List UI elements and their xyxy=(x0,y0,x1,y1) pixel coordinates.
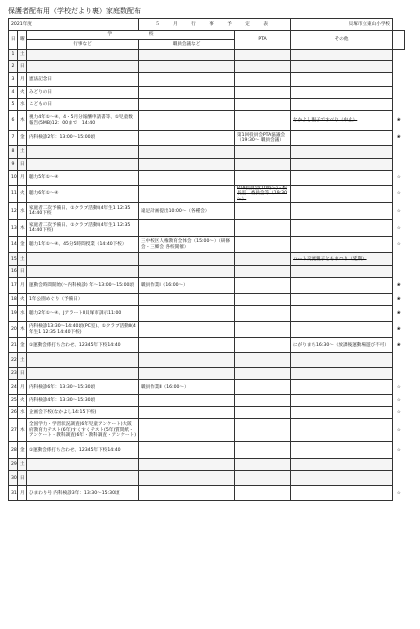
cell-staff xyxy=(139,395,235,407)
cell-day: 7 xyxy=(9,131,18,146)
schedule-row xyxy=(9,353,405,368)
cell-pta xyxy=(235,203,291,220)
cell-pta xyxy=(235,253,291,266)
cell-day: 27 xyxy=(9,419,18,442)
cell-wd: 月 xyxy=(18,486,27,501)
flower-mark-icon: ❀ xyxy=(396,297,401,303)
cell-staff xyxy=(139,186,235,203)
schedule-row xyxy=(9,419,405,442)
cell-other xyxy=(291,353,393,368)
cell-events xyxy=(27,266,139,278)
cell-staff xyxy=(139,368,235,380)
cell-day: 22 xyxy=(9,353,18,368)
cell-staff xyxy=(139,471,235,486)
schedule-row xyxy=(9,486,405,501)
cell-events: 1年公園めぐり（予備日） xyxy=(27,294,139,306)
cell-wd: 月 xyxy=(18,171,27,186)
cell-pta xyxy=(235,353,291,368)
cell-staff xyxy=(139,294,235,306)
col-day-header: 日 xyxy=(9,31,18,50)
star-mark-icon xyxy=(393,368,405,380)
school-name: 貝塚市立東山小学校 xyxy=(291,19,393,31)
cell-other xyxy=(291,486,393,501)
cell-staff xyxy=(139,322,235,338)
cell-staff xyxy=(139,50,235,61)
cell-staff xyxy=(139,306,235,322)
schedule-row xyxy=(9,87,405,99)
star-mark-icon xyxy=(393,159,405,171)
cell-wd: 水 xyxy=(18,306,27,322)
cell-wd: 日 xyxy=(18,368,27,380)
schedule-row xyxy=(9,159,405,171)
star-mark-icon xyxy=(393,253,405,266)
cell-day: 13 xyxy=(9,220,18,237)
cell-day: 23 xyxy=(9,368,18,380)
cell-staff xyxy=(139,87,235,99)
schedule-row xyxy=(9,306,405,322)
cell-staff xyxy=(139,61,235,73)
cell-day: 5 xyxy=(9,99,18,111)
cell-events xyxy=(27,471,139,486)
cell-other: にがりまち16:30～（放課後運動場遊び不可） xyxy=(291,338,393,353)
title-row xyxy=(9,19,405,31)
cell-events: 運動会時間開始(～内科検診) 年～13:00～15:00頃 xyxy=(27,278,139,294)
cell-other xyxy=(291,146,393,159)
cell-pta xyxy=(235,73,291,87)
cell-wd: 金 xyxy=(18,442,27,459)
cell-pta xyxy=(235,111,291,131)
col-school-header: 学 校 xyxy=(27,31,235,40)
star-mark-icon xyxy=(393,99,405,111)
cell-other xyxy=(291,220,393,237)
cell-wd: 火 xyxy=(18,395,27,407)
cell-pta xyxy=(235,442,291,459)
cell-staff xyxy=(139,353,235,368)
star-mark-icon: ☆ xyxy=(396,384,401,390)
cell-other xyxy=(291,407,393,419)
cell-other xyxy=(291,159,393,171)
cell-other xyxy=(291,99,393,111)
cell-other xyxy=(291,87,393,99)
star-mark-icon xyxy=(393,61,405,73)
cell-day: 30 xyxy=(9,471,18,486)
cell-events xyxy=(27,61,139,73)
cell-other xyxy=(291,368,393,380)
cell-day: 29 xyxy=(9,459,18,471)
cell-day: 26 xyxy=(9,407,18,419)
cell-other xyxy=(291,322,393,338)
schedule-row xyxy=(9,380,405,395)
flower-mark-icon: ❀ xyxy=(396,311,401,317)
cell-wd: 月 xyxy=(18,380,27,395)
flower-mark-icon: ❀ xyxy=(396,283,401,289)
star-mark-icon xyxy=(393,471,405,486)
cell-events xyxy=(27,50,139,61)
cell-day: 15 xyxy=(9,253,18,266)
star-mark-icon: ☆ xyxy=(396,410,401,416)
star-mark-icon: ☆ xyxy=(396,208,401,214)
cell-day: 31 xyxy=(9,486,18,501)
cell-events: 憲法記念日 xyxy=(27,73,139,87)
cell-other xyxy=(291,380,393,395)
cell-pta xyxy=(235,471,291,486)
cell-day: 9 xyxy=(9,159,18,171)
cell-events: ひまわり号 内科検診3年：13:30～15:30頃 xyxy=(27,486,139,501)
cell-pta xyxy=(235,171,291,186)
schedule-row xyxy=(9,338,405,353)
cell-wd: 火 xyxy=(18,294,27,306)
cell-events: 内科検診6年：13:30～15:30頃 xyxy=(27,380,139,395)
cell-other xyxy=(291,237,393,253)
star-mark-icon: ☆ xyxy=(396,427,401,433)
school-year: 2021年度 xyxy=(9,19,139,31)
cell-day: 21 xyxy=(9,338,18,353)
cell-staff xyxy=(139,459,235,471)
col-staff-header: 職員会議など xyxy=(139,40,235,50)
cell-pta xyxy=(235,278,291,294)
cell-staff xyxy=(139,419,235,442)
cell-staff xyxy=(139,442,235,459)
cell-staff: 遠足計画提出10:00～（各種会） xyxy=(139,203,235,220)
cell-staff: 職員作業Ⅰ（16:00～） xyxy=(139,278,235,294)
cell-wd: 金 xyxy=(18,237,27,253)
cell-events: ①運動会係打ち合わせ、12345年下校14:40 xyxy=(27,338,139,353)
schedule-row xyxy=(9,203,405,220)
cell-day: 2 xyxy=(9,61,18,73)
cell-staff xyxy=(139,171,235,186)
col-events-header: 行事など xyxy=(27,40,139,50)
cell-events xyxy=(27,146,139,159)
cell-pta xyxy=(235,380,291,395)
cell-day: 16 xyxy=(9,266,18,278)
cell-day: 6 xyxy=(9,111,18,131)
schedule-row xyxy=(9,368,405,380)
cell-wd: 土 xyxy=(18,146,27,159)
schedule-row xyxy=(9,294,405,306)
cell-pta xyxy=(235,322,291,338)
star-mark-icon: ☆ xyxy=(396,191,401,197)
star-mark-icon: ☆ xyxy=(396,225,401,231)
cell-pta xyxy=(235,294,291,306)
cell-day: 8 xyxy=(9,146,18,159)
schedule-row xyxy=(9,322,405,338)
cell-day: 17 xyxy=(9,278,18,294)
cell-staff xyxy=(139,159,235,171)
schedule-row xyxy=(9,471,405,486)
flower-mark-icon: ❀ xyxy=(396,117,401,123)
cell-events xyxy=(27,353,139,368)
distribution-caption: 保護者配布用（学校だより裏）家庭数配布 xyxy=(8,7,141,15)
cell-other xyxy=(291,459,393,471)
cell-staff xyxy=(139,73,235,87)
cell-pta xyxy=(235,87,291,99)
star-mark-icon: ☆ xyxy=(396,175,401,181)
cell-wd: 日 xyxy=(18,471,27,486)
cell-day: 20 xyxy=(9,322,18,338)
cell-wd: 金 xyxy=(18,131,27,146)
flower-mark-icon: ❀ xyxy=(396,342,401,348)
cell-day: 12 xyxy=(9,203,18,220)
cell-events xyxy=(27,459,139,471)
cell-wd: 火 xyxy=(18,186,27,203)
cell-other xyxy=(291,294,393,306)
cell-day: 3 xyxy=(9,73,18,87)
cell-events: 企画会下校(なかよし14:15下校) xyxy=(27,407,139,419)
cell-other xyxy=(291,203,393,220)
star-mark-icon xyxy=(393,87,405,99)
cell-other xyxy=(291,306,393,322)
schedule-row xyxy=(9,459,405,471)
cell-pta xyxy=(235,368,291,380)
cell-wd: 月 xyxy=(18,73,27,87)
cell-pta xyxy=(235,99,291,111)
schedule-row xyxy=(9,395,405,407)
cell-wd: 木 xyxy=(18,322,27,338)
schedule-row xyxy=(9,99,405,111)
cell-events: 聴力5年①～④ xyxy=(27,171,139,186)
cell-events: みどりの日 xyxy=(27,87,139,99)
star-mark-icon xyxy=(393,50,405,61)
header-row xyxy=(9,31,405,40)
star-mark-icon xyxy=(393,459,405,471)
cell-day: 10 xyxy=(9,171,18,186)
cell-wd: 土 xyxy=(18,459,27,471)
star-mark-icon: ☆ xyxy=(396,242,401,248)
cell-pta: 第1回役員会PTA協議会（19:30～ 職員会議） xyxy=(235,131,291,146)
cell-day: 28 xyxy=(9,442,18,459)
schedule-row xyxy=(9,407,405,419)
schedule-row xyxy=(9,253,405,266)
cell-pta xyxy=(235,338,291,353)
cell-events: 内科検診13:30～14:40頃(PC室)、①クラブ活動Ⅱ(4年生1 12:35 14:40下校) xyxy=(27,322,139,338)
cell-day: 1 xyxy=(9,50,18,61)
cell-events: 内科検診4年：13:30～15:30頃 xyxy=(27,395,139,407)
cell-wd: 土 xyxy=(18,253,27,266)
cell-other xyxy=(291,186,393,203)
schedule-row xyxy=(9,186,405,203)
cell-staff xyxy=(139,220,235,237)
cell-wd: 日 xyxy=(18,266,27,278)
cell-other: ハート交流親子ともまつり（延期） xyxy=(291,253,393,266)
cell-wd: 水 xyxy=(18,407,27,419)
cell-pta xyxy=(235,50,291,61)
cell-wd: 土 xyxy=(18,50,27,61)
cell-staff xyxy=(139,131,235,146)
cell-wd: 火 xyxy=(18,87,27,99)
monthly-schedule-table xyxy=(8,18,405,501)
cell-pta xyxy=(235,306,291,322)
schedule-row xyxy=(9,266,405,278)
cell-other xyxy=(291,131,393,146)
schedule-row xyxy=(9,73,405,87)
cell-day: 4 xyxy=(9,87,18,99)
cell-wd: 日 xyxy=(18,61,27,73)
cell-events: 聴力6年①～④ xyxy=(27,186,139,203)
cell-pta: PTA役員会(10時～)・校長室 委員会等（19:30～） xyxy=(235,186,291,203)
cell-staff xyxy=(139,266,235,278)
cell-wd: 木 xyxy=(18,220,27,237)
star-mark-icon xyxy=(393,266,405,278)
page-title: ５ 月 行 事 予 定 表 xyxy=(139,19,291,31)
cell-other xyxy=(291,395,393,407)
cell-staff xyxy=(139,338,235,353)
cell-wd: 土 xyxy=(18,353,27,368)
star-mark-icon xyxy=(393,146,405,159)
cell-staff xyxy=(139,486,235,501)
cell-day: 25 xyxy=(9,395,18,407)
cell-other xyxy=(291,61,393,73)
cell-events: ①運動会係打ち合わせ、12345年下校14:40 xyxy=(27,442,139,459)
cell-other xyxy=(291,419,393,442)
cell-staff xyxy=(139,111,235,131)
schedule-row xyxy=(9,111,405,131)
cell-pta xyxy=(235,159,291,171)
cell-pta xyxy=(235,395,291,407)
cell-day: 11 xyxy=(9,186,18,203)
flower-mark-icon: ❀ xyxy=(396,135,401,141)
schedule-row xyxy=(9,50,405,61)
cell-pta xyxy=(235,407,291,419)
cell-day: 14 xyxy=(9,237,18,253)
star-mark-icon xyxy=(393,353,405,368)
cell-other xyxy=(291,171,393,186)
schedule-body xyxy=(9,50,405,501)
col-pta-header: PTA xyxy=(235,31,291,50)
cell-day: 18 xyxy=(9,294,18,306)
schedule-row xyxy=(9,278,405,294)
cell-events: 家庭者二次予備日、①クラブ活動Ⅰ(4年生1 12:35 14:40下校) xyxy=(27,220,139,237)
cell-wd: 木 xyxy=(18,111,27,131)
cell-wd: 水 xyxy=(18,99,27,111)
cell-other xyxy=(291,50,393,61)
cell-events: 全国学力・学習状況調査(6年児童アンケート)大阪府教育力テスト(6年)すくすくテスト(5年)質問紙・アンケート・教科調査(6年・教科調査・アンケート) xyxy=(27,419,139,442)
cell-staff xyxy=(139,253,235,266)
cell-staff xyxy=(139,407,235,419)
cell-events: 視力4年①～④、4・5月分報酬申請書等、①児童数報告(5MB)12：00まで 14:40 xyxy=(27,111,139,131)
cell-staff xyxy=(139,99,235,111)
cell-day: 24 xyxy=(9,380,18,395)
col-weekday-header: 曜 xyxy=(18,31,27,50)
col-other-header: その他 xyxy=(291,31,393,50)
schedule-row xyxy=(9,237,405,253)
cell-pta xyxy=(235,220,291,237)
star-mark-icon xyxy=(393,73,405,87)
star-mark-icon: ☆ xyxy=(396,447,401,453)
cell-events: 聴力1年①～④、45分5時間授業（14:40下校） xyxy=(27,237,139,253)
cell-wd: 日 xyxy=(18,159,27,171)
cell-other xyxy=(291,278,393,294)
cell-wd: 木 xyxy=(18,419,27,442)
flower-mark-icon: ❀ xyxy=(396,327,401,333)
cell-other xyxy=(291,442,393,459)
cell-events xyxy=(27,253,139,266)
cell-events: こどもの日 xyxy=(27,99,139,111)
cell-events: 内科検診2年：13:00～15:00頃 xyxy=(27,131,139,146)
schedule-row xyxy=(9,220,405,237)
cell-events xyxy=(27,159,139,171)
schedule-row xyxy=(9,442,405,459)
cell-events: 家庭者二次予備日、①クラブ活動Ⅰ(4年生1 12:35 14:40下校 xyxy=(27,203,139,220)
cell-staff: 三中校区人権教育全体会（15:00～）（研修会・三郷会 各校開催） xyxy=(139,237,235,253)
cell-staff: 職員作業Ⅱ（16:00～） xyxy=(139,380,235,395)
cell-pta xyxy=(235,61,291,73)
star-mark-icon: ☆ xyxy=(396,398,401,404)
star-mark-icon: ☆ xyxy=(396,490,401,496)
schedule-row xyxy=(9,171,405,186)
cell-pta xyxy=(235,146,291,159)
cell-other: なかよし親子ですべり（中止） xyxy=(291,111,393,131)
cell-pta xyxy=(235,266,291,278)
schedule-row xyxy=(9,131,405,146)
schedule-row xyxy=(9,146,405,159)
cell-day: 19 xyxy=(9,306,18,322)
cell-other xyxy=(291,73,393,87)
cell-other xyxy=(291,266,393,278)
cell-events: 聴力2年①～④、JアラートⅡ貝塚市訓示11:00 xyxy=(27,306,139,322)
cell-wd: 水 xyxy=(18,203,27,220)
cell-wd: 月 xyxy=(18,278,27,294)
cell-pta xyxy=(235,486,291,501)
cell-pta xyxy=(235,419,291,442)
cell-pta xyxy=(235,237,291,253)
schedule-row xyxy=(9,61,405,73)
cell-other xyxy=(291,471,393,486)
cell-wd: 金 xyxy=(18,338,27,353)
cell-staff xyxy=(139,146,235,159)
cell-events xyxy=(27,368,139,380)
cell-pta xyxy=(235,459,291,471)
